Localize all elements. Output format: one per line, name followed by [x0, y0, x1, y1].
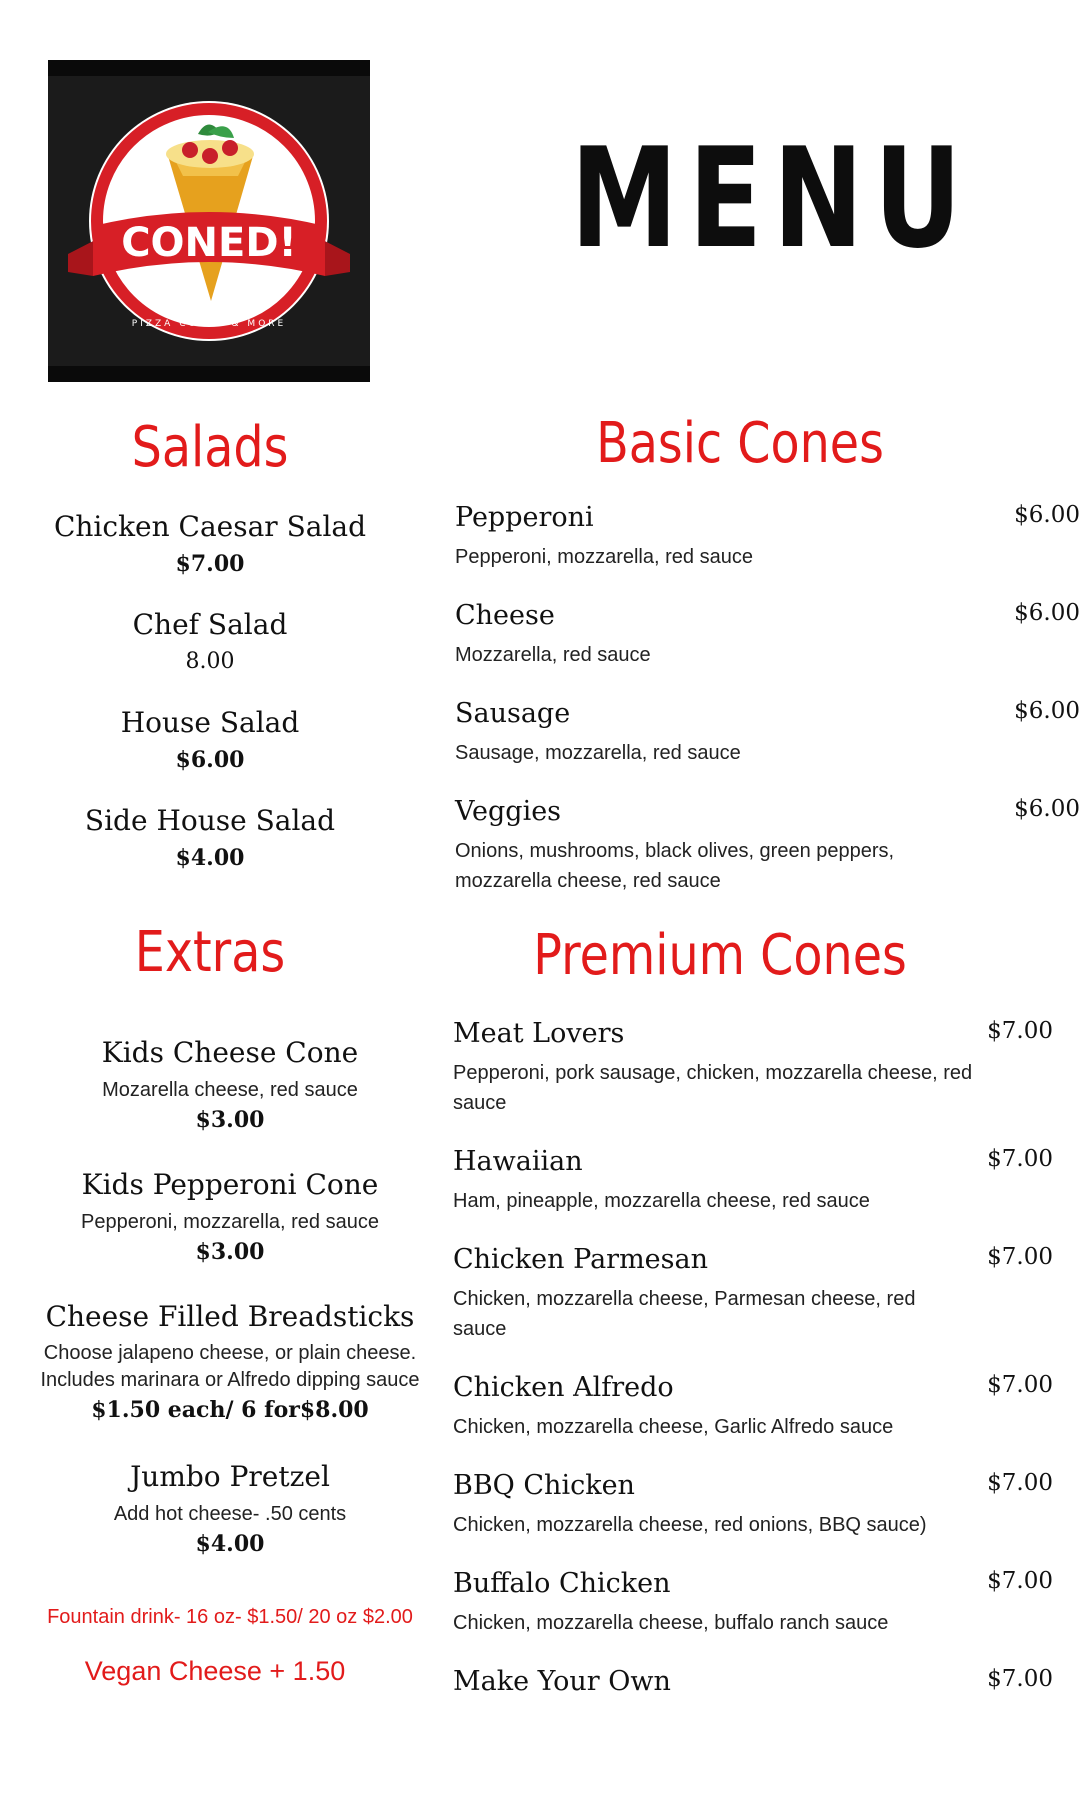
menu-item-extra [40, 1036, 420, 1134]
item-price: $7.00 [987, 1568, 1053, 1594]
item-description: Choose jalapeno cheese, or plain cheese. [43, 1341, 417, 1364]
menu-item-salad [40, 804, 380, 872]
item-price: $6.00 [1014, 600, 1080, 626]
menu-item-extra [40, 1460, 420, 1558]
item-description: Pepperoni, mozzarella, red sauce [81, 1210, 379, 1233]
item-price: $6.00 [175, 746, 245, 773]
item-description: Pepperoni, pork sausage, chicken, mozzarella cheese, red [453, 1062, 973, 1085]
menu-item-salad [40, 510, 380, 578]
item-price: $7.00 [987, 1372, 1053, 1398]
menu-item-salad [40, 706, 380, 774]
fountain-drink-note: Fountain drink- 16 oz- $1.50/ 20 oz $2.00 [47, 1606, 413, 1628]
item-name: Kids Pepperoni Cone [81, 1168, 379, 1201]
item-price: $4.00 [195, 1530, 265, 1557]
item-price: $7.00 [987, 1146, 1053, 1172]
item-price: 8.00 [185, 648, 235, 674]
item-name: House Salad [120, 706, 300, 739]
item-name: Buffalo Chicken [453, 1568, 671, 1599]
menu-item-premium-cone [453, 1666, 1053, 1698]
logo-graphic [48, 76, 370, 366]
item-price: $7.00 [987, 1244, 1053, 1270]
item-price: $7.00 [987, 1666, 1053, 1692]
basic-cones-heading: Basic Cones [596, 411, 884, 476]
premium-cones-heading: Premium Cones [533, 923, 907, 988]
item-description: Includes marinara or Alfredo dipping sauce [40, 1368, 420, 1391]
menu-item-basic-cone [455, 600, 1080, 670]
item-name: BBQ Chicken [453, 1470, 635, 1501]
item-name: Veggies [455, 796, 562, 827]
menu-item-premium-cone [453, 1244, 1053, 1344]
item-name: Sausage [455, 698, 571, 729]
salads-heading: Salads [131, 415, 289, 480]
item-name: Jumbo Pretzel [130, 1460, 330, 1493]
item-name: Chicken Alfredo [453, 1372, 674, 1403]
item-description: Ham, pineapple, mozzarella cheese, red sauce [453, 1190, 870, 1213]
item-name: Hawaiian [453, 1146, 583, 1177]
logo-brand-text: CONED! [121, 220, 297, 266]
item-name: Side House Salad [84, 804, 336, 837]
extras-heading: Extras [134, 920, 286, 985]
item-name: Cheese Filled Breadsticks [45, 1300, 415, 1333]
brand-logo [48, 60, 370, 382]
item-description: Chicken, mozzarella cheese, buffalo ranch sauce [453, 1612, 889, 1635]
item-name: Chicken Parmesan [453, 1244, 708, 1275]
item-description: sauce [453, 1318, 507, 1341]
menu-item-premium-cone [453, 1470, 1053, 1540]
item-price: $6.00 [1014, 796, 1080, 822]
item-description: mozzarella cheese, red sauce [455, 870, 721, 893]
logo-tagline: PIZZA CONES & MORE [131, 319, 287, 329]
item-name: Pepperoni [455, 502, 594, 533]
item-name: Chicken Caesar Salad [53, 510, 367, 543]
item-name: Cheese [455, 600, 555, 631]
item-description: Mozarella cheese, red sauce [102, 1078, 358, 1101]
menu-item-basic-cone [455, 698, 1080, 768]
item-description: Pepperoni, mozzarella, red sauce [455, 546, 753, 569]
item-description: Onions, mushrooms, black olives, green peppers, [455, 840, 895, 863]
item-description: Chicken, mozzarella cheese, Garlic Alfredo sauce [453, 1416, 894, 1439]
item-description: sauce [453, 1092, 507, 1115]
item-description: Chicken, mozzarella cheese, Parmesan cheese, red [453, 1288, 916, 1311]
item-price: $4.00 [175, 844, 245, 871]
item-price: $7.00 [987, 1018, 1053, 1044]
item-price: $6.00 [1014, 698, 1080, 724]
menu-item-premium-cone [453, 1372, 1053, 1442]
item-name: Make Your Own [453, 1666, 671, 1697]
item-description: Mozzarella, red sauce [455, 644, 651, 667]
item-name: Chef Salad [132, 608, 288, 641]
item-price: $3.00 [195, 1106, 265, 1133]
menu-item-premium-cone [453, 1568, 1053, 1638]
menu-item-premium-cone [453, 1018, 1053, 1118]
item-price: $7.00 [175, 550, 245, 577]
item-name: Kids Cheese Cone [101, 1036, 359, 1069]
menu-item-basic-cone [455, 796, 1080, 896]
item-description: Sausage, mozzarella, red sauce [455, 742, 741, 765]
item-description: Add hot cheese- .50 cents [113, 1502, 347, 1525]
menu-item-basic-cone [455, 502, 1080, 572]
vegan-cheese-note: Vegan Cheese + 1.50 [84, 1656, 346, 1686]
menu-item-premium-cone [453, 1146, 1053, 1216]
page-title: MENU [570, 118, 973, 279]
item-price: $3.00 [195, 1238, 265, 1265]
item-price: $6.00 [1014, 502, 1080, 528]
menu-item-extra [30, 1300, 430, 1424]
menu-item-salad [40, 608, 380, 676]
item-description: Chicken, mozzarella cheese, red onions, BBQ sauce) [453, 1514, 927, 1537]
menu-item-extra [40, 1168, 420, 1266]
item-name: Meat Lovers [453, 1018, 625, 1049]
item-price: $1.50 each/ 6 for$8.00 [91, 1396, 369, 1423]
item-price: $7.00 [987, 1470, 1053, 1496]
